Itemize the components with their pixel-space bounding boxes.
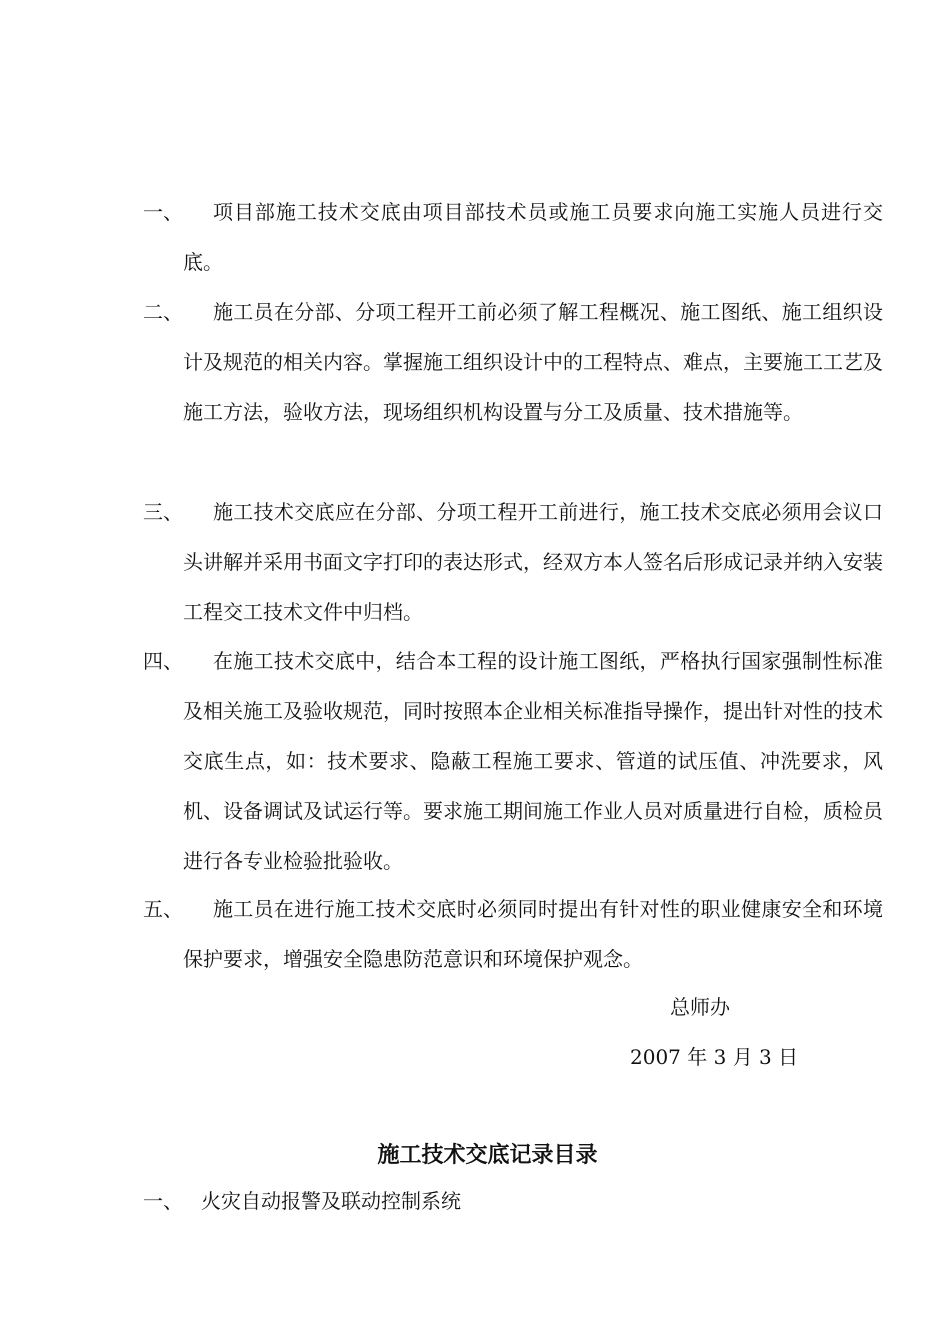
rule-text: 施工员在分部、分项工程开工前必须了解工程概况、施工图纸、施工组织设计及规范的相关内容。掌握施工组织设计中的工程特点、难点，主要施工工艺及施工方法，验收方法，现场组织机构设置与分工及质量、技术措施等。 xyxy=(183,300,883,424)
rule-number: 一、 xyxy=(143,200,183,224)
toc-item-text: 火灾自动报警及联动控制系统 xyxy=(201,1189,461,1213)
rule-number: 五、 xyxy=(143,897,183,921)
rule-item-5 xyxy=(143,884,883,984)
toc-title: 施工技术交底记录目录 xyxy=(377,1142,598,1168)
rule-item-4 xyxy=(143,636,883,886)
rule-text: 施工技术交底应在分部、分项工程开工前进行，施工技术交底必须用会议口头讲解并采用书面文字打印的表达形式，经双方本人签名后形成记录并纳入安装工程交工技术文件中归档。 xyxy=(183,500,883,624)
rule-text: 施工员在进行施工技术交底时必须同时提出有针对性的职业健康安全和环境保护要求，增强安全隐患防范意识和环境保护观念。 xyxy=(183,897,883,971)
signature-office: 总师办 xyxy=(670,995,730,1019)
toc-item-number: 一、 xyxy=(143,1189,183,1213)
rule-text: 项目部施工技术交底由项目部技术员或施工员要求向施工实施人员进行交底。 xyxy=(183,200,883,274)
signature-date: 2007 年 3 月 3 日 xyxy=(630,1045,799,1069)
rule-text: 在施工技术交底中，结合本工程的设计施工图纸，严格执行国家强制性标准及相关施工及验收规范，同时按照本企业相关标准指导操作，提出针对性的技术交底生点，如：技术要求、隐蔽工程施工要求、管道的试压值、冲洗要求，风机、设备调试及试运行等。要求施工期间施工作业人员对质量进行自检，质检员进行各专业检验批验收。 xyxy=(183,649,883,873)
toc-item xyxy=(143,1186,461,1216)
rule-number: 三、 xyxy=(143,500,183,524)
rule-item-1 xyxy=(143,187,883,287)
rule-item-2 xyxy=(143,287,883,437)
rule-item-3 xyxy=(143,487,883,637)
rule-number: 二、 xyxy=(143,300,183,324)
rule-number: 四、 xyxy=(143,649,183,673)
